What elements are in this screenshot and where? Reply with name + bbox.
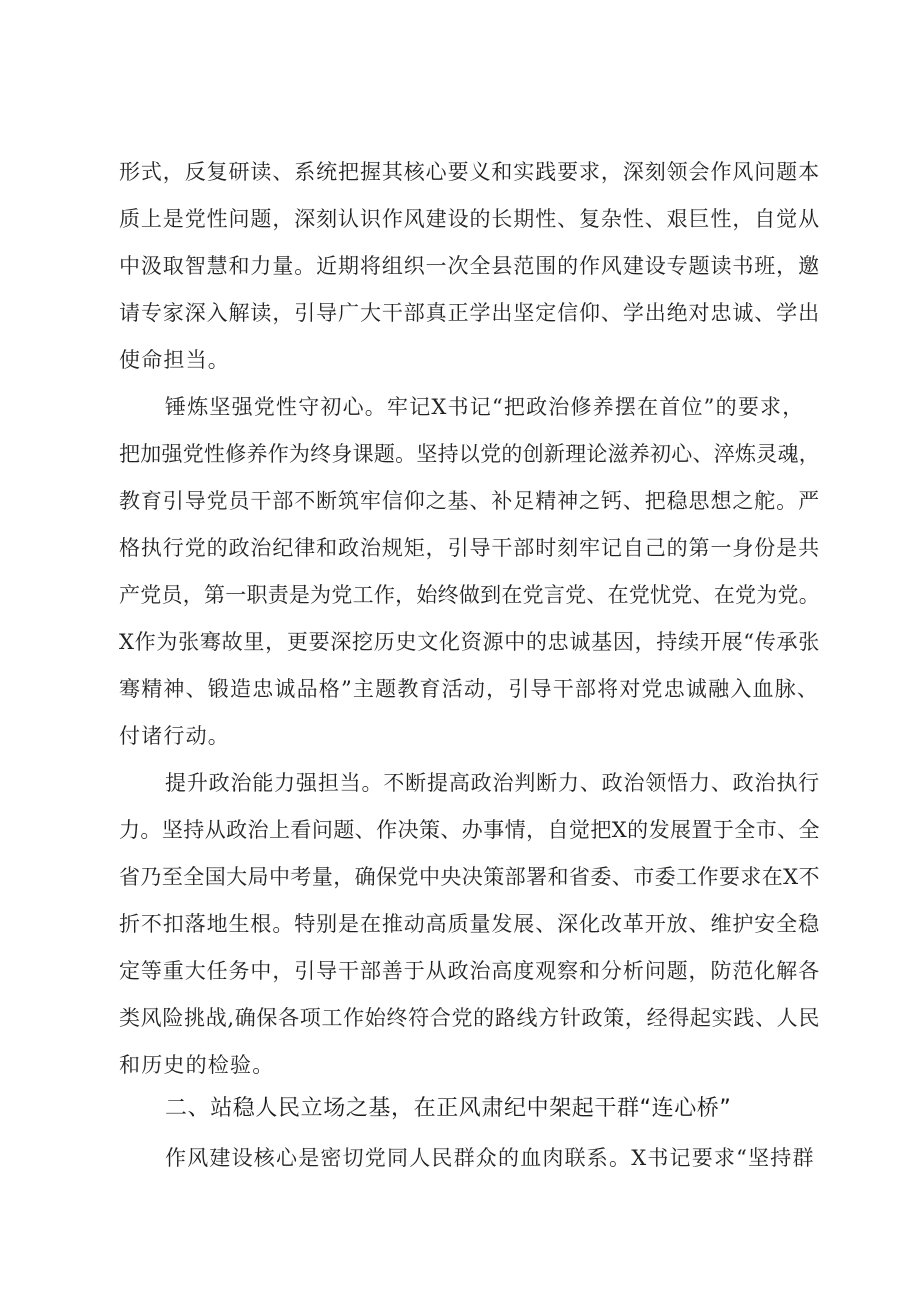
paragraph-2-line-4: 格执行党的政治纪律和政治规矩，引导干部时刻牢记自己的第一身份是共 [119,536,820,560]
paragraph-3-line-6: 类风险挑战,确保各项工作始终符合党的路线方针政策，经得起实践、人民 [119,1006,820,1030]
paragraph-3-line-5: 定等重大任务中，引导干部善于从政治高度观察和分析问题，防范化解各 [119,959,820,983]
paragraph-2-line-5: 产党员，第一职责是为党工作，始终做到在党言党、在党忧党、在党为党。 [119,583,820,607]
paragraph-2-line-6: X作为张骞故里，更要深挖历史文化资源中的忠诚基因，持续开展“传承张 [119,630,820,654]
paragraph-3-line-1: 提升政治能力强担当。不断提高政治判断力、政治领悟力、政治执行 [165,771,820,795]
paragraph-3-line-2: 力。坚持从政治上看问题、作决策、办事情，自觉把X的发展置于全市、全 [119,818,820,842]
paragraph-1-line-3: 中汲取智慧和力量。近期将组织一次全县范围的作风建设专题读书班，邀 [119,254,820,278]
paragraph-1-line-5: 使命担当。 [119,348,230,372]
paragraph-4-line-1: 作风建设核心是密切党同人民群众的血肉联系。X书记要求“坚持群 [165,1146,815,1170]
paragraph-1-line-2: 质上是党性问题，深刻认识作风建设的长期性、复杂性、艰巨性，自觉从 [119,207,820,231]
paragraph-3-line-4: 折不扣落地生根。特别是在推动高质量发展、深化改革开放、维护安全稳 [119,912,820,936]
paragraph-2-line-3: 教育引导党员干部不断筑牢信仰之基、补足精神之钙、把稳思想之舵。严 [119,489,820,513]
paragraph-2-line-2: 把加强党性修养作为终身课题。坚持以党的创新理论滋养初心、淬炼灵魂， [119,442,820,466]
paragraph-3-line-7: 和历史的检验。 [119,1053,275,1077]
paragraph-1-line-1: 形式，反复研读、系统把握其核心要义和实践要求，深刻领会作风问题本 [119,160,820,184]
paragraph-3-line-3: 省乃至全国大局中考量，确保党中央决策部署和省委、市委工作要求在X不 [119,865,820,889]
paragraph-1-line-4: 请专家深入解读，引导广大干部真正学出坚定信仰、学出绝对忠诚、学出 [119,301,820,325]
section-heading: 二、站稳人民立场之基，在正风肃纪中架起干群“连心桥” [165,1096,732,1121]
paragraph-2-line-1: 锤炼坚强党性守初心。牢记X书记“把政治修养摆在首位”的要求， [165,395,805,419]
paragraph-2-line-7: 骞精神、锻造忠诚品格”主题教育活动，引导干部将对党忠诚融入血脉、 [119,677,820,701]
paragraph-2-line-8: 付诸行动。 [119,724,230,748]
